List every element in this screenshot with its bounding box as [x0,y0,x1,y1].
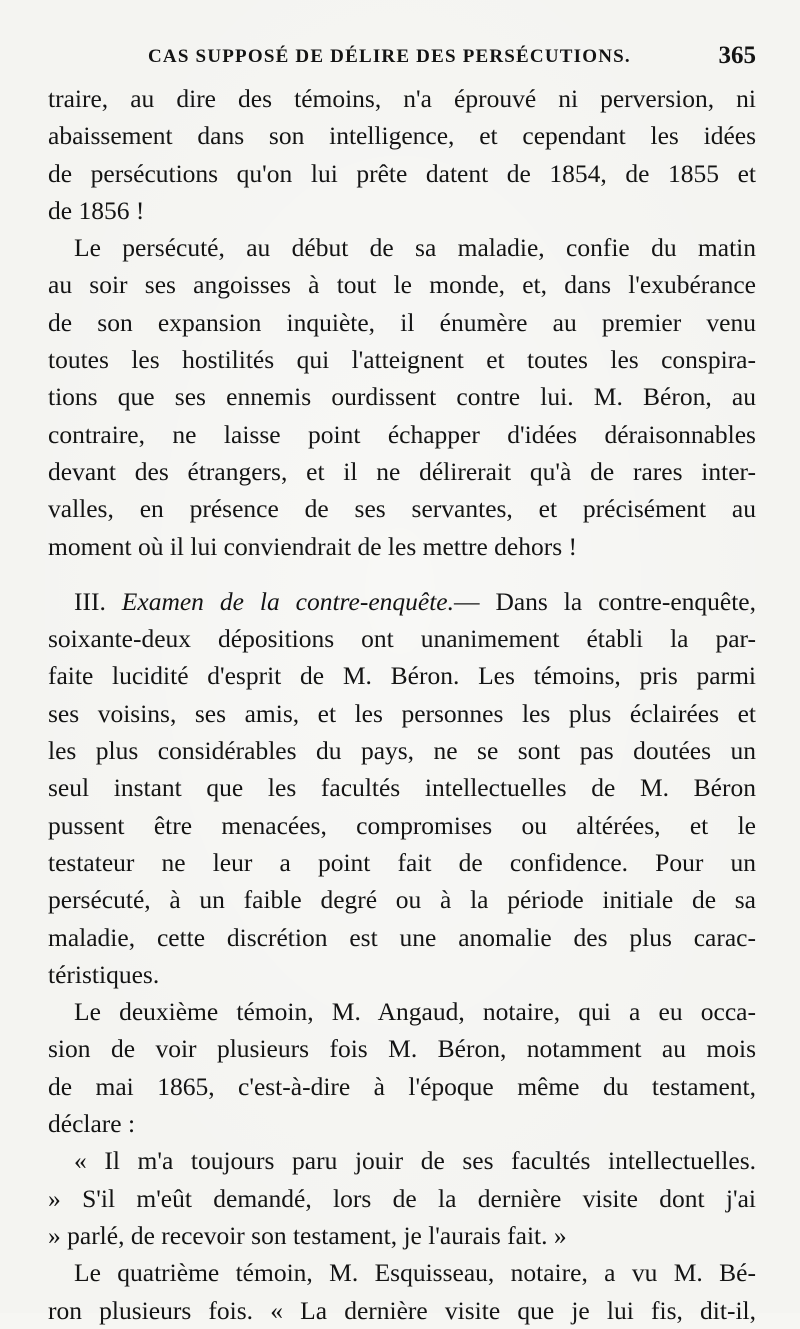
text-line: soixante-deux dépositions ont unanimement établi la par- [48,624,756,654]
text-line: devant des étrangers, et il ne délirerait qu'à de rares inter- [48,456,756,486]
paragraph [48,993,756,1142]
section-title: Examen de la contre-enquête. [121,586,454,616]
text-line: de persécutions qu'on lui prête datent de 1854, de 1855 et [48,158,756,188]
text-line: testateur ne leur a point fait de confidence. Pour un [48,847,756,877]
text-line: Le persécuté, au début de sa maladie, confie du matin [74,233,756,263]
text-line: déclare : [48,1109,136,1139]
text-line: tions que ses ennemis ourdissent contre lui. M. Béron, au [48,382,756,412]
quote-line: » S'il m'eût demandé, lors de la dernière visite dont j'ai [48,1183,756,1213]
page-number: 365 [718,42,756,69]
text-line: sion de voir plusieurs fois M. Béron, notamment au mois [48,1034,756,1064]
text-line: Le deuxième témoin, M. Angaud, notaire, qui a eu occa- [74,997,756,1027]
quote-line: » parlé, de recevoir son testament, je l'aurais fait. » [48,1220,567,1250]
text-line: abaissement dans son intelligence, et cependant les idées [48,121,756,151]
text-line: de 1856 ! [48,195,145,225]
text-line: maladie, cette discrétion est une anomalie des plus carac- [48,922,756,952]
section-heading-rest: — Dans la contre-enquête, [454,586,756,616]
section-gap [48,565,756,583]
body-text [48,80,756,1329]
text-line: au soir ses angoisses à tout le monde, et, dans l'exubérance [48,270,756,300]
text-line: seul instant que les facultés intellectuelles de M. Béron [48,773,756,803]
section-paragraph [48,583,756,993]
quotation [48,1142,756,1254]
text-line: valles, en présence de ses servantes, et précisément au [48,494,756,524]
quote-line: « Il m'a toujours paru jouir de ses facultés intellectuelles. [74,1146,756,1176]
paragraph [48,1254,756,1329]
section-heading-line [48,583,756,620]
text-line: les plus considérables du pays, ne se sont pas doutées un [48,736,756,766]
text-line: moment où il lui conviendrait de les mettre dehors ! [48,531,577,561]
section-number: III. [74,586,106,616]
paragraph [48,80,756,229]
text-line: contraire, ne laisse point échapper d'idées déraisonnables [48,419,756,449]
text-line: ron plusieurs fois. « La dernière visite que je lui fis, dit-il, [48,1295,756,1325]
page-header [48,40,756,80]
text-line: de son expansion inquiète, il énumère au premier venu [48,307,756,337]
text-line: toutes les hostilités qui l'atteignent et toutes les conspira- [48,345,756,375]
running-title: CAS SUPPOSÉ DE DÉLIRE DES PERSÉCUTIONS. [148,46,631,67]
text-line: ses voisins, ses amis, et les personnes les plus éclairées et [48,698,756,728]
paragraph [48,229,756,565]
text-line: pussent être menacées, compromises ou altérées, et le [48,810,756,840]
text-line: faite lucidité d'esprit de M. Béron. Les témoins, pris parmi [48,661,756,691]
text-line: de mai 1865, c'est-à-dire à l'époque même du testament, [48,1071,756,1101]
text-line: persécuté, à un faible degré ou à la période initiale de sa [48,885,756,915]
text-line: traire, au dire des témoins, n'a éprouvé ni perversion, ni [48,84,756,113]
text-line: téristiques. [48,959,160,989]
text-line: Le quatrième témoin, M. Esquisseau, notaire, a vu M. Bé- [74,1258,756,1288]
